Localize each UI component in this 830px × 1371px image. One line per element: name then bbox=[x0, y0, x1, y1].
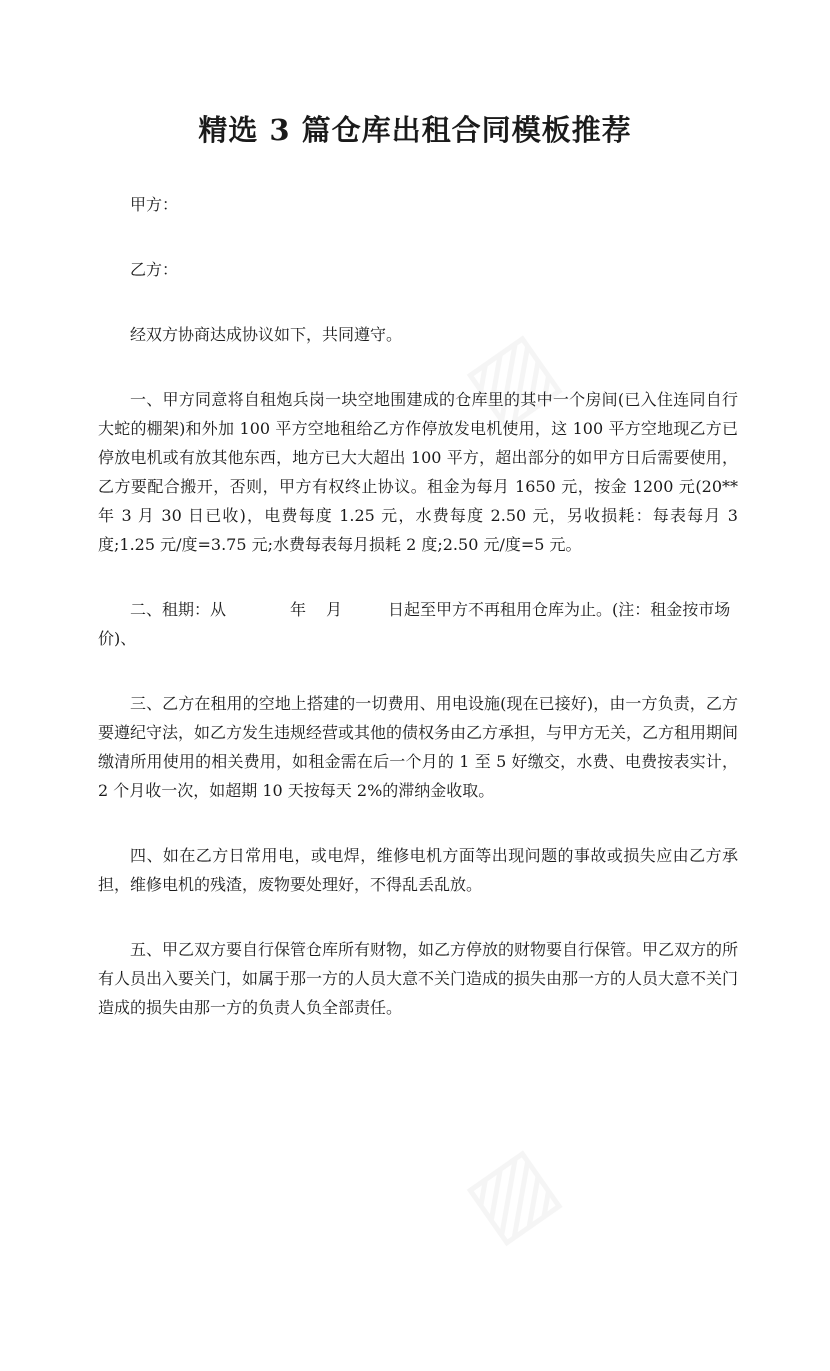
clause-2-suffix: 日起至甲方不再租用仓库为止。(注：租金按市场价)、 bbox=[98, 600, 731, 648]
party-a-line: 甲方： bbox=[130, 195, 179, 214]
document-body bbox=[98, 190, 738, 1022]
clause-5: 五、甲乙双方要自行保管仓库所有财物，如乙方停放的财物要自行保管。甲乙双方的所有人员出入要关门，如属于那一方的人员大意不关门造成的损失由那一方的人员大意不关门造成的损失由那一方的负责人负全部责任。 bbox=[98, 940, 739, 1017]
party-b-line: 乙方： bbox=[130, 260, 179, 279]
clause-2-prefix: 二、租期：从 bbox=[130, 600, 227, 619]
watermark: ▨ bbox=[445, 304, 584, 445]
clause-3: 三、乙方在租用的空地上搭建的一切费用、用电设施(现在已接好)，由一方负责，乙方要遵纪守法，如乙方发生违规经营或其他的债权务由乙方承担，与甲方无关，乙方租用期间缴清所用使用的相关费用，如租金需在后一个月的 1 至 5 好缴交，水费、电费按表实计，2 个月收一次，如超期 10 天按每天 2%的滞纳金收取。 bbox=[98, 694, 739, 800]
watermark: ▨ bbox=[445, 1119, 584, 1260]
clause-2-month: 月 bbox=[326, 600, 343, 619]
clause-2 bbox=[98, 595, 738, 653]
clause-4: 四、如在乙方日常用电，或电焊，维修电机方面等出现问题的事故或损失应由乙方承担，维修电机的残渣，废物要处理好，不得乱丢乱放。 bbox=[98, 846, 738, 894]
clause-2-year: 年 bbox=[290, 600, 307, 619]
document-title: 精选 3 篇仓库出租合同模板推荐 bbox=[198, 113, 632, 147]
clause-1: 一、甲方同意将自租炮兵岗一块空地围建成的仓库里的其中一个房间(已入住连同自行大蛇的棚架)和外加 100 平方空地租给乙方作停放发电机使用，这 100 平方空地现乙方已停放电机或有放其他东西，地方已大大超出 100 平方，超出部分的如甲方日后需要使用，乙方要配合搬开，否则，甲方有权终止协议。租金为每月 1650 元，按金 1200 元(20**年 3 月 30 日已收)，电费每度 1.25 元，水费每度 2.50 元，另收损耗：每表每月 3 度;1.25 元/度=3.75 元;水费每表每月损耗 2 度;2.50 元/度=5 元。 bbox=[98, 390, 738, 554]
intro-paragraph: 经双方协商达成协议如下，共同遵守。 bbox=[130, 325, 403, 344]
